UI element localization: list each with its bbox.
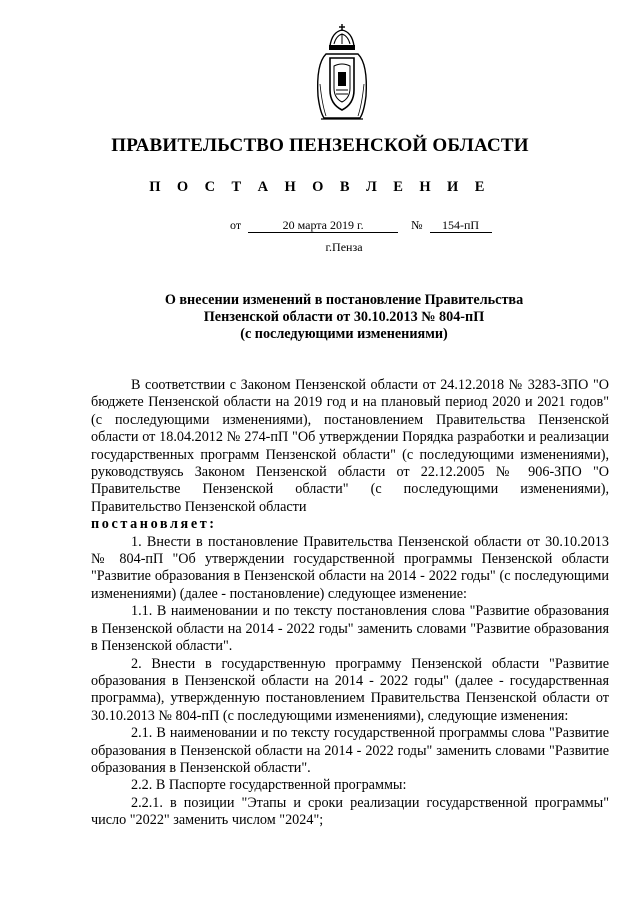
paragraph-1: 1. Внести в постановление Правительства Пензенской области от 30.10.2013 № 804-пП "Об утверждении государственной программы Пензенской области "Развитие образования в Пензенской области на 2014 - 2022 годы" (с последующими изменениями) (далее - постановление) следующее изменение:	[91, 533, 609, 602]
paragraph-2-2: 2.2. В Паспорте государственной программы:	[131, 777, 407, 794]
title-line-3: (с последующими изменениями)	[240, 326, 448, 342]
date-number-line	[230, 218, 492, 233]
paragraph-2: 2. Внести в государственную программу Пензенской области "Развитие образования в Пензенской области на 2014 - 2022 годы" (далее - государственная программа), утвержденную постановлением Правительства Пензенской области от 30.10.2013 № 804-пП (с последующими изменениями), следующие изменения:	[91, 655, 609, 724]
number-prefix: №	[411, 218, 423, 232]
paragraph-2-2-1: 2.2.1. в позиции "Этапы и сроки реализации государственной программы" число "2022" заменить числом "2024";	[91, 794, 609, 829]
paragraph-1-1: 1.1. В наименовании и по тексту постановления слова "Развитие образования в Пензенской области на 2014 - 2022 годы" заменить словами "Развитие образования в Пензенской области".	[91, 603, 609, 655]
title-line-1: О внесении изменений в постановление Правительства	[164, 292, 524, 308]
date-prefix: от	[230, 218, 242, 232]
paragraph-2-1: 2.1. В наименовании и по тексту государственной программы слова "Развитие образования в Пензенской области на 2014 - 2022 годы" заменить словами "Развитие образования в Пензенской области".	[91, 725, 609, 776]
coat-of-arms-emblem	[312, 24, 372, 124]
preamble-paragraph: В соответствии с Законом Пензенской области от 24.12.2018 № 3283-ЗПО "О бюджете Пензенской области на 2019 год и на плановый период 2020 и 2021 годов" (с последующими изменениями), постановлением Правительства Пензенской области от 18.04.2012 № 274-пП "Об утверждении Порядка разработки и реализации государственных программ Пензенской области" (с последующими изменениями), руководствуясь Законом Пензенской области от 22.12.2005 № 906-ЗПО "О Правительстве Пензенской области" (с последующими изменениями), Правительство Пензенской области	[91, 377, 609, 515]
title-line-2: Пензенской области от 30.10.2013 № 804-пП	[203, 309, 485, 325]
document-body	[91, 377, 609, 830]
document-date: 20 марта 2019 г.	[248, 218, 398, 233]
document-type: П О С Т А Н О В Л Е Н И Е	[149, 179, 491, 195]
government-name: ПРАВИТЕЛЬСТВО ПЕНЗЕНСКОЙ ОБЛАСТИ	[111, 135, 529, 156]
city: г.Пенза	[325, 240, 363, 254]
document-title	[0, 292, 640, 343]
document-number: 154-пП	[430, 218, 492, 233]
resolves-word: постановляет:	[91, 516, 217, 533]
resolves-line	[91, 516, 609, 533]
